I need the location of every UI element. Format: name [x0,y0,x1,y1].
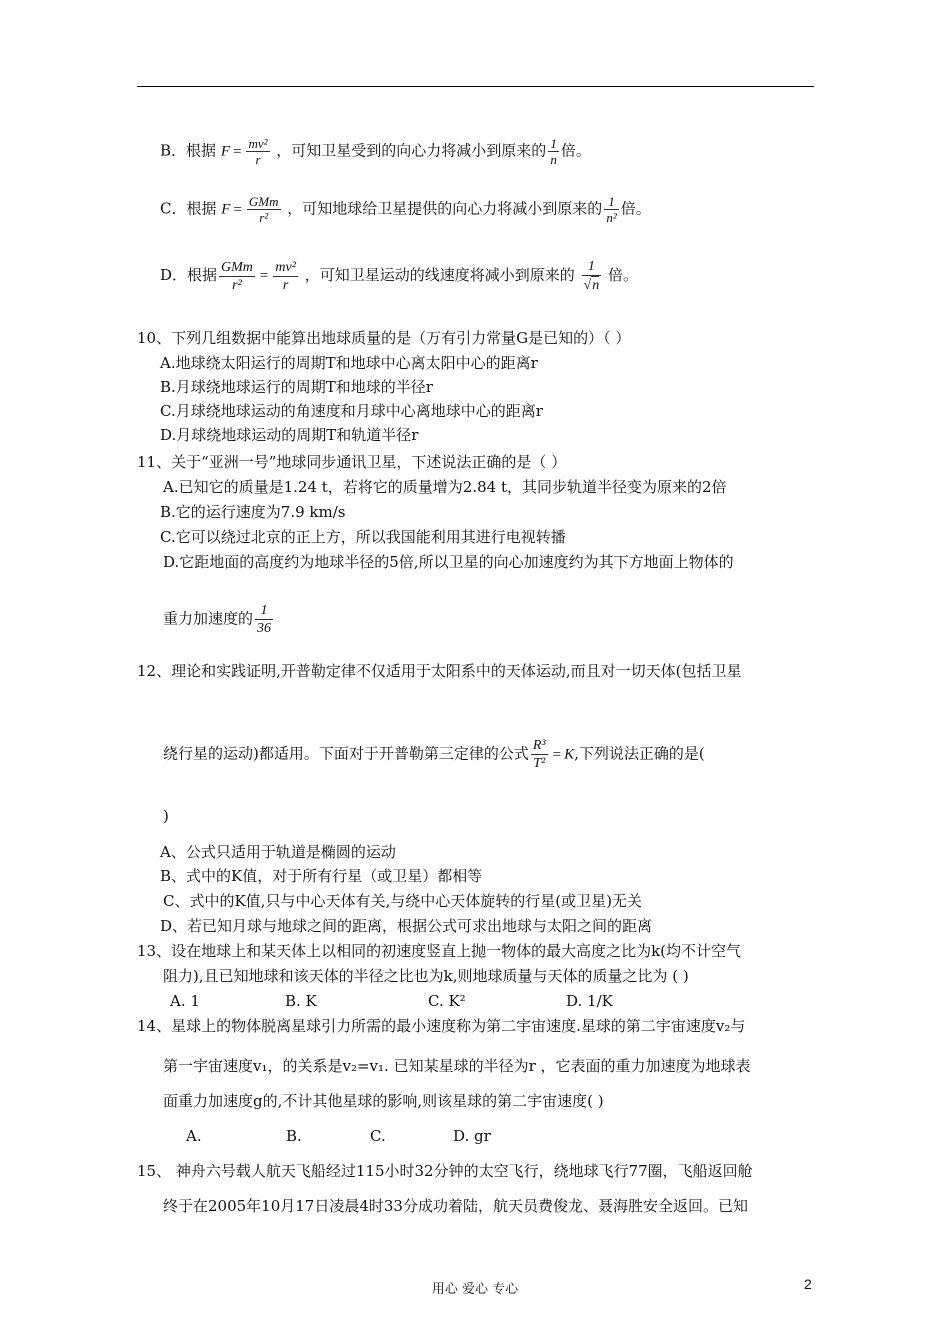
q9-d-num1: GMm [221,259,253,275]
q11-option-a: A.已知它的质量是1.24 t，若将它的质量增为2.84 t，其同步轨道半径变为原来的2倍 [163,478,727,496]
q14-stem-line1: 14、星球上的物体脱离星球引力所需的最小速度称为第二宇宙速度.星球的第二宇宙速度v₂与 [137,1017,746,1035]
q11-d2-text: 重力加速度的 [163,609,254,628]
q9-d-ratio-num: 1 [582,258,602,276]
q9-option-d [160,258,638,294]
q13-option-c: C. K² [428,992,466,1010]
q12-option-c: C、式中的K值,只与中心天体有关,与绕中心天体旋转的行星(或卫星)无关 [163,892,642,910]
q9-b-ratio [548,136,559,167]
q9-c-fraction [247,194,281,225]
q9-d-eq: = [259,268,269,284]
q13-option-a: A. 1 [170,992,200,1010]
q11-option-b: B.它的运行速度为7.9 km/s [160,503,346,521]
q12-option-d: D、若已知月球与地球之间的距离，根据公式可求出地球与太阳之间的距离 [160,917,653,935]
q11-stem: 11、关于“亚洲一号”地球同步通讯卫星，下述说法正确的是（ ） [137,453,567,471]
q12-stem-line3: ) [163,807,169,825]
q9-b-suffix: 倍。 [560,141,591,160]
q14-stem-line2: 第一宇宙速度v₁，的关系是v₂=v₁. 已知某星球的半径为r ，它表面的重力加速度为地球表 [163,1057,751,1075]
q14-stem-line3: 面重力加速度g的,不计其他星球的影响,则该星球的第二宇宙速度( ) [163,1092,604,1110]
q9-d-sqrt-arg: n [592,278,600,293]
q14-option-d: D. gr [453,1127,491,1145]
q12-option-b: B、式中的K值，对于所有行星（或卫星）都相等 [160,867,483,885]
q10-option-a: A.地球绕太阳运行的周期T和地球中心离太阳中心的距离r [160,354,538,372]
q12-stem-line2 [163,737,705,772]
page-number: 2 [804,1276,812,1292]
q9-c-eq: = [233,201,242,218]
q10-option-d: D.月球绕地球运动的周期T和轨道半径r [160,426,419,444]
q11-option-d-continued [163,602,275,637]
footer-motto: 用心 爱心 专心 [431,1282,519,1297]
q9-d-ratio-den: √n [583,278,600,293]
q9-d-fraction-right [273,259,298,294]
q10-option-c: C.月球绕地球运动的角速度和月球中心离地球中心的距离r [160,402,543,420]
q9-d-prefix: D．根据 [160,266,218,284]
q12-kepler-fraction [531,737,548,772]
q12-stem2-text: 绕行星的运动)都适用。下面对于开普勒第三定律的公式 [163,744,529,763]
q15-stem-line1: 15、 神舟六号载人航天飞船经过115小时32分钟的太空飞行，绕地球飞行77圈，飞船返回舱 [137,1162,753,1180]
q14-option-c: C. [370,1127,386,1145]
q11-d-den: 36 [257,621,272,636]
q12-den: T² [533,756,546,771]
q13-option-d: D. 1/K [566,992,613,1010]
q9-b-var: F [220,143,230,160]
q9-c-ratio-num: 1 [604,194,618,210]
q9-b-den: r [255,152,261,167]
q14-option-b: B. [286,1127,302,1145]
q9-d-suffix: 倍。 [607,266,638,284]
q9-c-num: GMm [248,194,279,209]
q9-b-text: ，可知卫星受到的向心力将减小到原来的 [276,141,547,160]
q12-num: R³ [532,738,546,753]
q9-c-ratio-den: n² [606,210,617,225]
q12-option-a: A、公式只适用于轨道是椭圆的运动 [160,843,396,861]
q9-c-suffix: 倍。 [620,199,651,218]
q11-option-c: C.它可以绕过北京的正上方，所以我国能利用其进行电视转播 [160,528,566,546]
q13-stem-line2: 阻力),且已知地球和该天体的半径之比也为k,则地球质量与天体的质量之比为 ( ) [163,967,689,985]
q11-d-num: 1 [255,602,273,620]
q9-d-fraction-left [219,259,255,294]
q9-c-text: ，可知地球给卫星提供的向心力将减小到原来的 [287,199,603,218]
q14-options [186,1126,491,1146]
q13-stem-line1: 13、设在地球上和某天体上以相同的初速度竖直上抛一物体的最大高度之比为k(均不计空气 [137,942,742,960]
q9-c-prefix: C．根据 [160,199,217,218]
q12-stem-line1: 12、理论和实践证明,开普勒定律不仅适用于太阳系中的天体运动,而且对一切天体(包括卫星 [137,662,742,680]
q9-c-ratio [604,194,618,225]
q14-option-a: A. [186,1127,202,1145]
q9-b-ratio-den: n [550,152,557,167]
q9-b-ratio-num: 1 [550,136,557,151]
q13-options [170,991,613,1011]
q9-b-num: mv² [248,136,268,151]
q15-stem-line2: 终于在2005年10月17日凌晨4时33分成功着陆，航天员费俊龙、聂海胜安全返回。已知 [163,1197,748,1215]
q9-d-num2: mv² [275,259,296,275]
q11-option-d: D.它距地面的高度约为地球半径的5倍,所以卫星的向心加速度约为其下方地面上物体的 [163,553,734,571]
q9-b-eq: = [232,143,242,160]
q9-b-fraction [246,136,269,167]
q12-eq: = [552,746,562,763]
q13-option-b: B. K [285,992,317,1010]
q9-d-text: ，可知卫星运动的线速度将减小到原来的 [304,266,575,284]
q12-k: K [564,746,575,763]
q9-c-den: r² [259,210,269,225]
q12-stem3: ,下列说法正确的是( [574,744,705,763]
q9-d-den2: r [282,277,289,293]
q9-d-den1: r² [232,277,242,293]
header-rule [137,86,814,87]
q9-b-prefix: B．根据 [160,141,217,160]
q9-c-var: F [221,201,231,218]
q9-option-b [160,136,591,167]
q9-d-ratio [582,258,602,294]
q9-option-c [160,194,651,225]
q11-d-fraction [255,602,273,637]
q10-option-b: B.月球绕地球运行的周期T和地球的半径r [160,378,433,396]
q10-stem: 10、下列几组数据中能算出地球质量的是（万有引力常量G是已知的）（ ） [137,329,631,347]
